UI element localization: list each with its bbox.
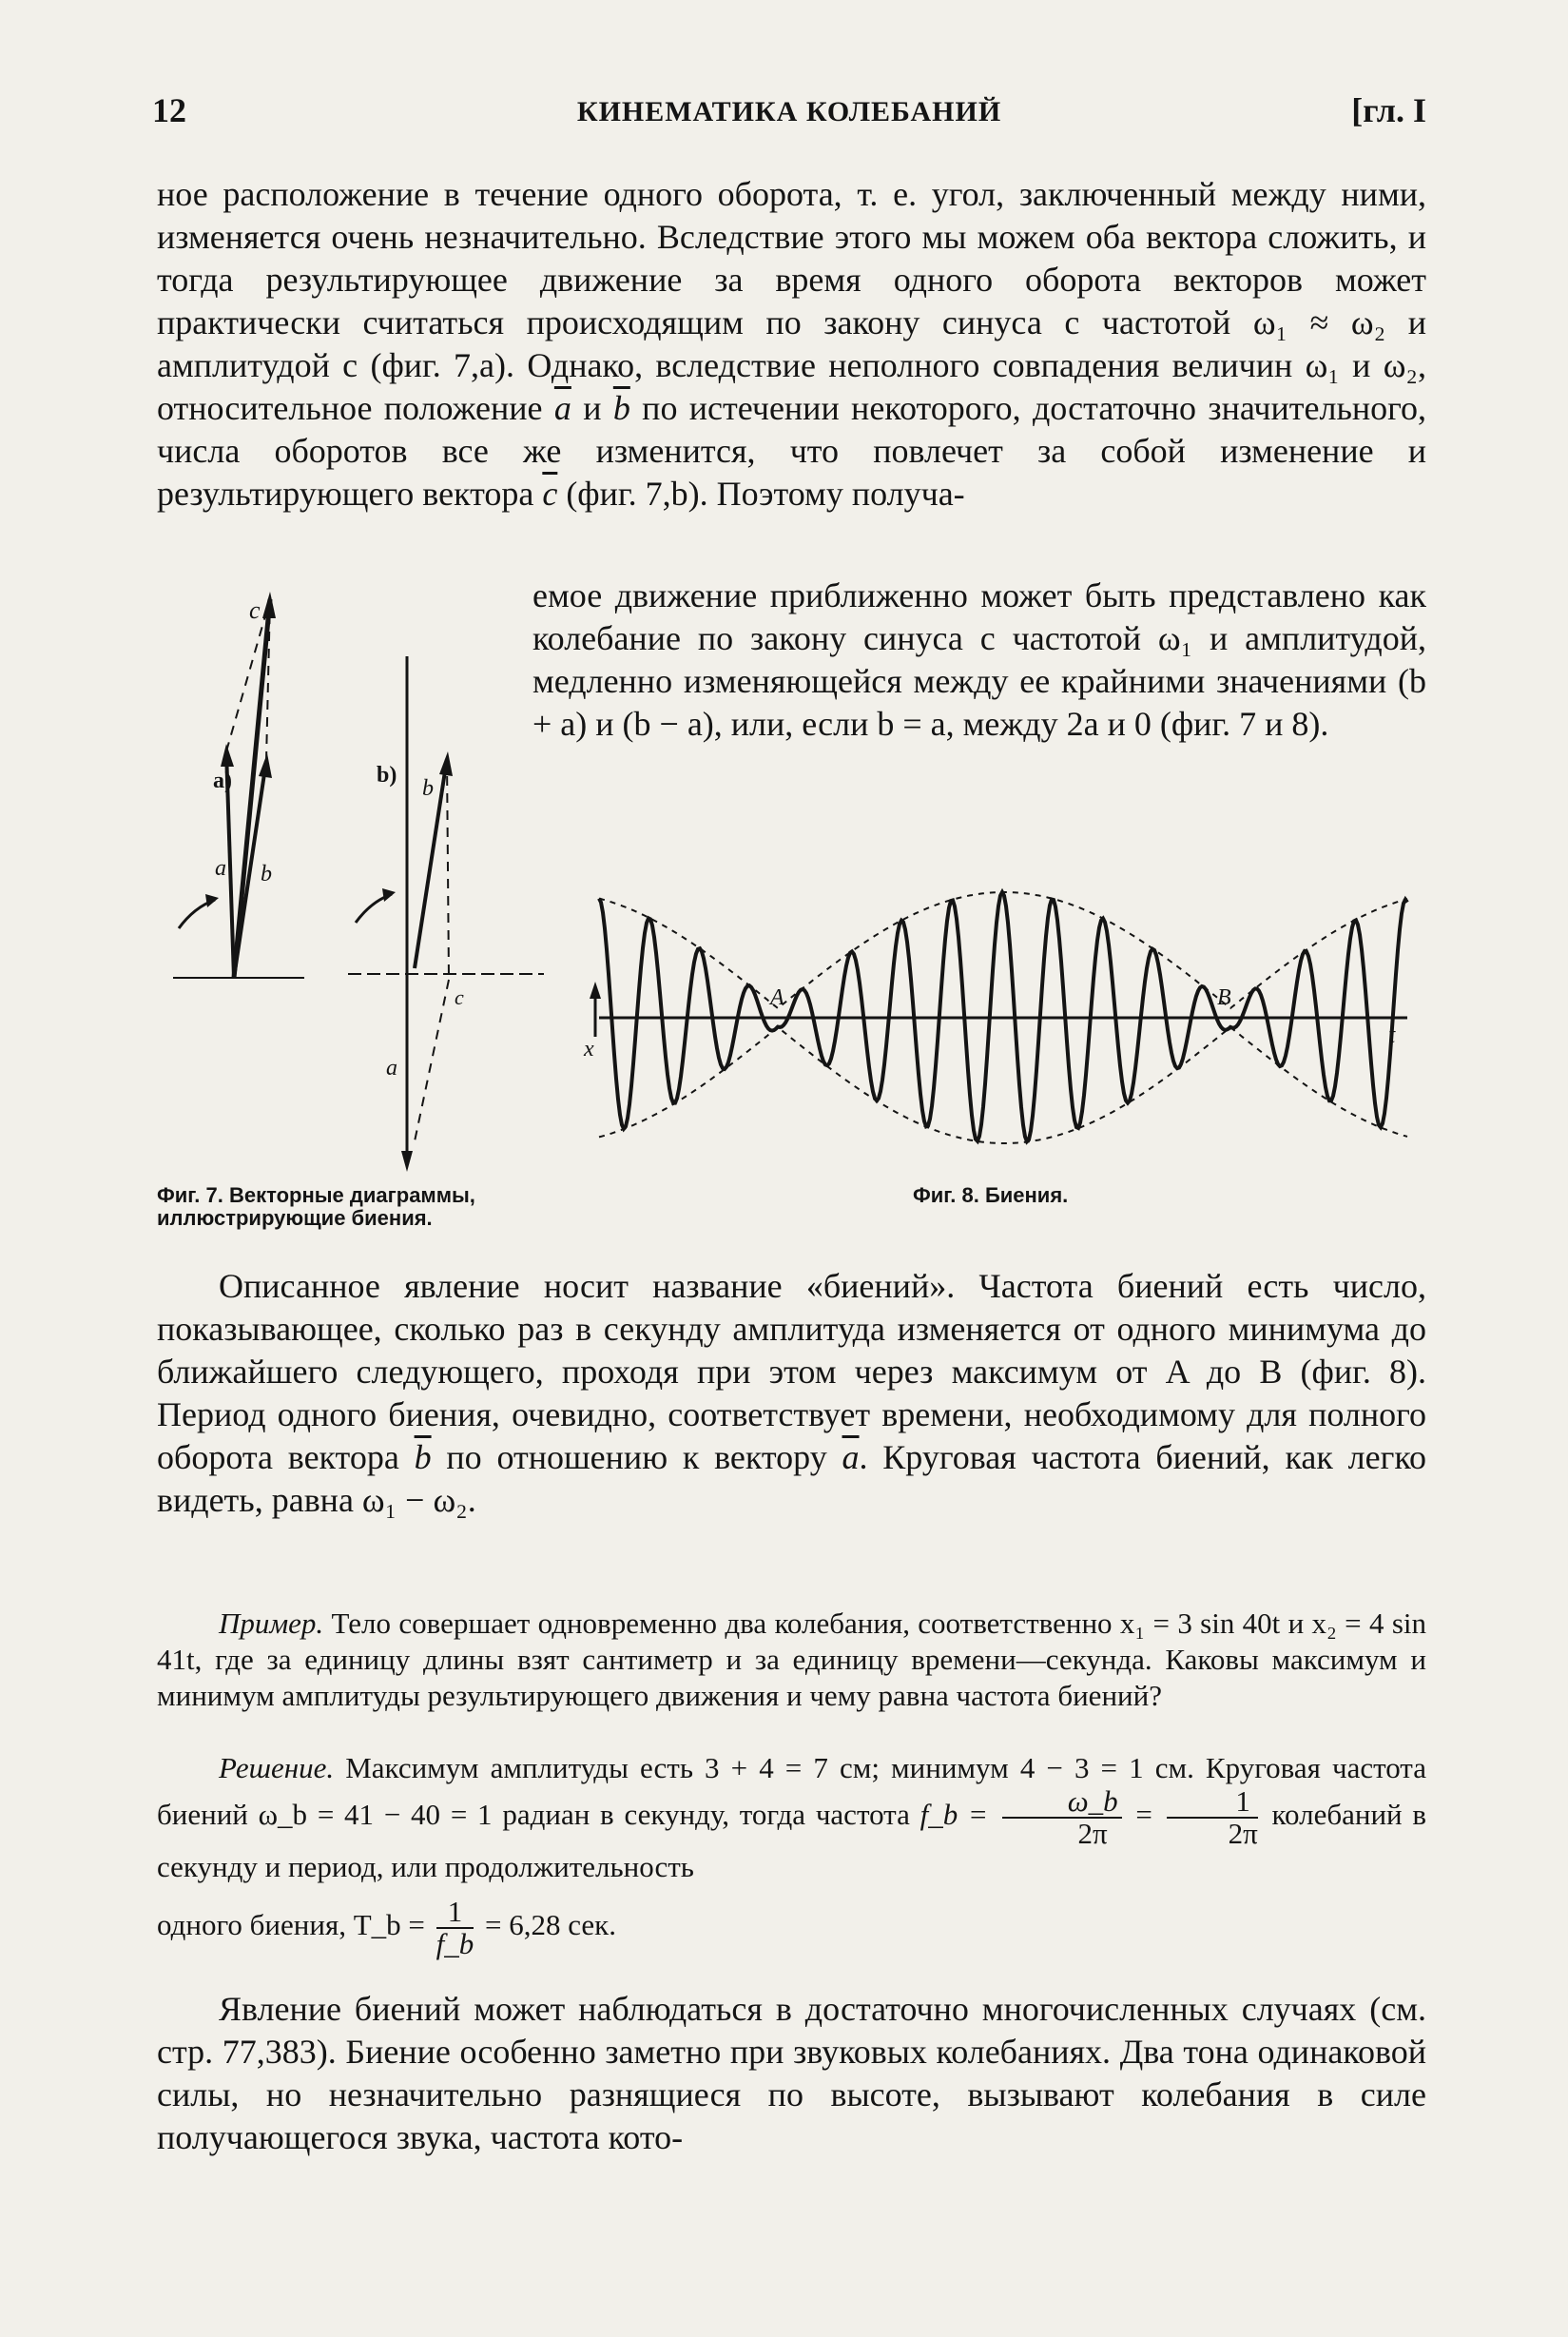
- paragraph-bottom: [157, 1988, 1426, 2159]
- f-den1: 2π: [1077, 1817, 1108, 1850]
- fig8-point-a: A: [770, 985, 784, 1010]
- vector-a-beats: $\overline{a}$: [842, 1438, 860, 1476]
- fig7b-dashed-2: [415, 980, 449, 1141]
- solution-label: Решение.: [219, 1751, 335, 1784]
- solution-text: Максимум амплитуды есть 3 + 4 = 7 см; минимум 4 − 3 = 1 см. Круговая частота биений ω_b = 41 − 40 = 1 радиан в секунду, тогда частота: [157, 1751, 1426, 1832]
- fig7a-rotation-arrowhead: [205, 894, 219, 907]
- fig7b-vertical-arrowhead: [401, 1151, 413, 1172]
- f-num2: 1: [1167, 1786, 1258, 1819]
- chapter-marker: [гл. I: [1351, 91, 1426, 129]
- fraction-1-over-2pi: [1167, 1786, 1258, 1849]
- t-den: f_b: [436, 1927, 474, 1960]
- fig7a-label-a: a: [215, 856, 226, 881]
- fig7a-label-b: b: [261, 862, 272, 886]
- fig7-label-a-part: a): [213, 769, 232, 793]
- fig8-point-b: B: [1217, 985, 1231, 1010]
- f-lhs: f_b =: [920, 1798, 988, 1832]
- vector-a-inline: $\overline{a}$: [553, 389, 571, 427]
- fig7b-label-b: b: [422, 776, 434, 801]
- f-eq: =: [1135, 1798, 1152, 1832]
- running-title: КИНЕМАТИКА КОЛЕБАНИЙ: [576, 96, 1002, 127]
- text-beats-2: по отношению к вектору: [446, 1438, 827, 1476]
- solution-block: [157, 1750, 1426, 1959]
- running-head: [152, 90, 1426, 138]
- fig8-axis-x-label: x: [584, 1037, 594, 1061]
- fraction-1-over-fb: [436, 1897, 474, 1959]
- t-rest: = 6,28 сек.: [485, 1908, 616, 1942]
- text-beats-1: Описанное явление носит название «биений». Частота биений есть число, показывающее, сколько раз в секунду амплитуда изменяется от одного минимума до ближайшего следующего, проходя при этом через максимум от A до B (фиг. 8). Период одного биения, очевидно, соответствует времени, необходимому для полного оборота вектора: [157, 1267, 1426, 1476]
- text-bottom: Явление биений может наблюдаться в достаточно многочисленных случаях (см. стр. 77,383). Биение особенно заметно при звуковых колебаниях. Два тона одинаковой силы, но незначительно разнящиеся по высоте, вызывают колебания в силе получающегося звука, частота кото-: [157, 1990, 1426, 2156]
- paragraph-beats: [157, 1265, 1426, 1522]
- example-block: [157, 1606, 1426, 1714]
- fig8-axis-t-label: t: [1388, 1021, 1396, 1048]
- vector-c-inline: $\overline{c}$: [542, 475, 558, 513]
- paragraph-top: [157, 173, 1426, 516]
- fraction-omega-over-2pi: [1002, 1786, 1122, 1849]
- fig8-x-axis-arrowhead: [590, 982, 601, 999]
- fig7b-vector-b-arrowhead: [439, 751, 453, 776]
- fig8-upper-envelope: [599, 892, 1407, 1008]
- fig7-label-b-part: b): [377, 763, 397, 788]
- figure-7-vector-diagrams: [152, 571, 571, 1179]
- fig7b-label-a: a: [386, 1056, 397, 1081]
- fig7a-vector-c: [234, 599, 270, 978]
- f-den2: 2π: [1228, 1817, 1258, 1850]
- fig7b-dashed-1: [447, 759, 449, 980]
- vector-b-beats: $\overline{b}$: [414, 1438, 432, 1476]
- t-lhs: одного биения, T_b =: [157, 1908, 425, 1942]
- text-beats-3: . Круговая частота биений, как легко видеть, равна ω₁ − ω₂.: [157, 1438, 1427, 1519]
- text-top-c: (фиг. 7,b). Поэтому получа-: [566, 475, 965, 513]
- page-number: 12: [152, 91, 186, 129]
- example-text: Тело совершает одновременно два колебания, соответственно x₁ = 3 sin 40t и x₂ = 4 sin 41t, где за единицу длины взят сантиметр и за единицу времени—секунда. Каковы максимум и минимум амплитуды результирующего движения и чему равна частота биений?: [157, 1607, 1427, 1712]
- figure-7-caption: Фиг. 7. Векторные диаграммы, иллюстрирующие биения.: [157, 1183, 475, 1230]
- text-side: емое движение приближенно может быть представлено как колебание по закону синуса с частотой ω₁ и амплитудой, медленно изменяющейся между ее крайними значениями (b + a) и (b − a), или, если b = a, между 2a и 0 (фиг. 7 и 8).: [532, 576, 1426, 743]
- example-label: Пример.: [219, 1607, 324, 1640]
- fig7b-label-c: c: [455, 985, 464, 1009]
- figure-8-beats-chart: [571, 875, 1426, 1179]
- text-top-b: по истечении некоторого, достаточно значительного, числа оборотов все же изменится, что повлечет за собой изменение и результирующего вектора: [157, 389, 1427, 513]
- conj-and: и: [583, 389, 602, 427]
- fig7b-rotation-arrowhead: [382, 888, 396, 902]
- text-top: ное расположение в течение одного оборота, т. е. угол, заключенный между ними, изменяется очень незначительно. Вследствие этого мы можем оба вектора сложить, и тогда результирующее движение за время одного оборота векторов может практически считаться происходящим по закону синуса с частотой ω₁ ≈ ω₂ и амплитудой c (фиг. 7,a). Однако, вследствие неполного совпадения величин ω₁ и ω₂, относительное положение: [157, 175, 1426, 427]
- f-num1: ω_b: [1002, 1786, 1122, 1819]
- fig7a-vector-b-arrowhead: [259, 753, 272, 778]
- vector-b-inline: $\overline{b}$: [612, 389, 630, 427]
- paragraph-side: [532, 575, 1426, 746]
- t-num: 1: [436, 1897, 474, 1929]
- figure-8-caption: Фиг. 8. Биения.: [913, 1183, 1069, 1207]
- fig7a-label-c: c: [249, 596, 261, 624]
- f-rest: колебаний в секунду и период, или продолжительность: [157, 1798, 1427, 1883]
